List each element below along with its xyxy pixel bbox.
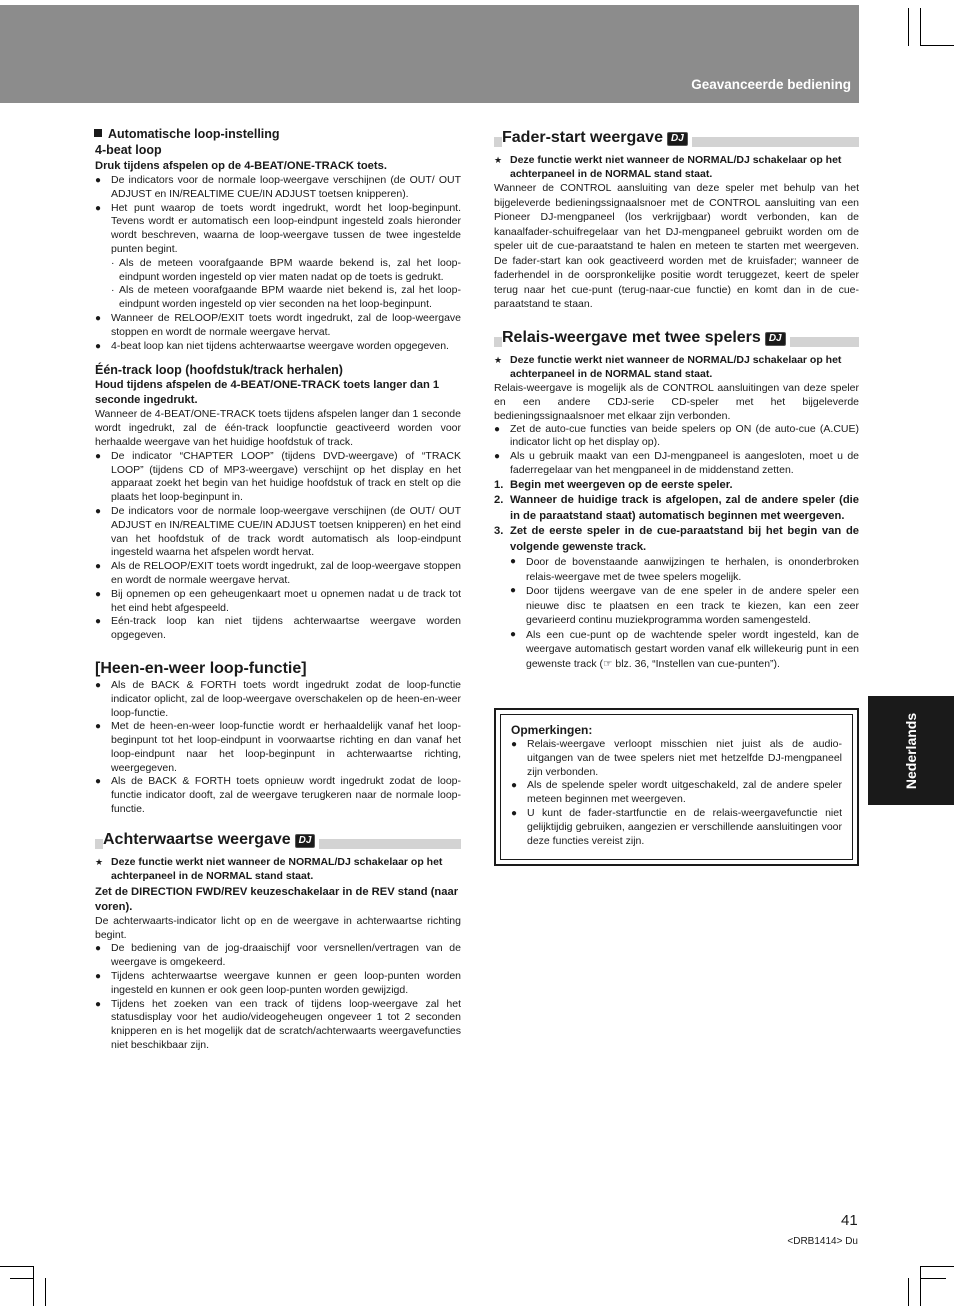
paragraph: Wanneer de CONTROL aansluiting van deze speler met behulp van het bijgeleverde bedieningssignaalsnoer met de CONTROL aansluiting van een Pioneer DJ-mengpaneel (los verkrijgbaar) wordt verbonden, kan de kanaalfader-schuifregelaar van het DJ-mengpaneel gebruikt worden om de speler uit de cue-paraatstand te halen en meteen te starten met weergeven. De fader-start kan ook geactiveerd worden met de kruisfader; wanneer de faderhendel in de oorspronkelijke positie wordt teruggezet, keert de speler terug naar het cue-punt (terug-naar-cue functie) en komt dan in de cue-paraatstand te staan. bbox=[494, 182, 859, 310]
right-column bbox=[494, 128, 859, 671]
list-item: ● 4-beat loop kan niet tijdens achterwaartse weergave worden opgegeven. bbox=[95, 340, 461, 354]
note: ★ Deze functie werkt niet wanneer de NORMAL/DJ schakelaar op het achterpaneel in de NORMAL stand staat. bbox=[95, 855, 461, 883]
list-item: ● Door de bovenstaande aanwijzingen te herhalen, is ononderbroken relais-weergave met de twee spelers mogelijk. bbox=[510, 555, 859, 584]
step-item: 3. Zet de eerste speler in de cue-paraatstand bij het begin van de volgende gewenste track. bbox=[494, 525, 859, 553]
bullet-list bbox=[511, 738, 842, 848]
crop-mark bbox=[920, 1266, 954, 1267]
bullet-list bbox=[494, 423, 859, 478]
list-item: ● Tijdens achterwaartse weergave kunnen er geen loop-punten worden ingesteld en kunnen er ook geen loop-punten worden gewijzigd. bbox=[95, 970, 461, 998]
crop-mark bbox=[920, 45, 954, 46]
crop-mark bbox=[920, 1278, 946, 1279]
crop-mark bbox=[920, 1266, 921, 1306]
list-item: ● U kunt de fader-startfunctie en de relais-weergavefunctie niet gelijktijdig gebruiken, aangezien er verschillende aansluitingen voor deze functies vereist zijn. bbox=[511, 807, 842, 848]
note: ★ Deze functie werkt niet wanneer de NORMAL/DJ schakelaar op het achterpaneel in de NORMAL stand staat. bbox=[494, 153, 859, 181]
section-header bbox=[494, 129, 859, 147]
note: ★ Deze functie werkt niet wanneer de NORMAL/DJ schakelaar op het achterpaneel in de NORMAL stand staat. bbox=[494, 353, 859, 381]
list-item: ● De bediening van de jog-draaischijf voor versnellen/vertragen van de weergave is omgekeerd. bbox=[95, 942, 461, 970]
list-item: ● Het punt waarop de toets wordt ingedrukt, wordt het loop-beginpunt. Tevens wordt er automatisch een loop-eindpunt ingesteld zoals hieronder wordt beschreven, waarna de loop-weergave tussen de twee ingestelde punten begint. bbox=[95, 202, 461, 257]
bullet-list bbox=[95, 942, 461, 1052]
list-item: · Als de meteen voorafgaande BPM waarde niet bekend is, zal het loop-eindpunt worden ingesteld op vier seconden na het loop-beginpunt. bbox=[95, 284, 461, 312]
list-item: ● Zet de auto-cue functies van beide spelers op ON (de auto-cue (A.CUE) indicator licht op het display op). bbox=[494, 423, 859, 451]
page-number: 41 bbox=[841, 1212, 858, 1229]
section-title: Fader-start weergave DJ bbox=[502, 129, 692, 147]
list-item: ● Als een cue-punt op de wachtende speler wordt ingesteld, kan de weergave automatisch gestart worden vanaf elk willekeurig punt in een gewenste track (☞ blz. 36, “Instellen van cue-punten”). bbox=[510, 628, 859, 672]
instruction: Druk tijdens afspelen op de 4-BEAT/ONE-TRACK toets. bbox=[95, 160, 387, 172]
left-column bbox=[95, 126, 461, 1053]
four-beat-loop-heading: 4-beat loop bbox=[95, 143, 162, 157]
back-forth-title: [Heen-en-weer loop-functie] bbox=[95, 659, 307, 677]
step-item: 1. Begin met weergeven op de eerste speler. bbox=[494, 478, 733, 491]
square-bullet-icon bbox=[94, 129, 102, 137]
bullet-list bbox=[494, 555, 859, 671]
instruction: Zet de DIRECTION FWD/REV keuzeschakelaar in de REV stand (naar voren). bbox=[95, 885, 459, 913]
crop-mark bbox=[33, 1266, 34, 1306]
step-item: 2. Wanneer de huidige track is afgelopen, zal de andere speler (die in de paraatstand staat) automatisch beginnen met weergeven. bbox=[494, 494, 859, 522]
list-item: ● Relais-weergave verloopt misschien niet juist als de audio-uitgangen van de twee spelers niet met hetzelfde DJ-mengpaneel zijn verbonden. bbox=[511, 738, 842, 779]
steps-list bbox=[494, 478, 859, 556]
section-header bbox=[494, 328, 859, 347]
auto-loop-title: Automatische loop-instelling bbox=[94, 126, 461, 142]
section-title: Geavanceerde bediening bbox=[691, 77, 851, 92]
list-item: · Als de meteen voorafgaande BPM waarde bekend is, zal het loop-eindpunt worden ingesteld op vier maten nadat op de toets is gedrukt. bbox=[95, 257, 461, 285]
bullet-list bbox=[95, 312, 461, 353]
language-tab-label: Nederlands bbox=[903, 712, 919, 789]
dj-badge-icon: DJ bbox=[295, 834, 316, 848]
list-item: ● Wanneer de RELOOP/EXIT toets wordt ingedrukt, zal de loop-weergave stoppen en wordt de normale weergave hervat. bbox=[95, 312, 461, 340]
list-item: ● Als de spelende speler wordt uitgeschakeld, zal de andere speler meteen beginnen met weergeven. bbox=[511, 779, 842, 807]
crop-mark bbox=[920, 8, 921, 46]
section-title: Achterwaartse weergave DJ bbox=[103, 831, 319, 849]
header-bar bbox=[0, 5, 859, 103]
list-item: ● Met de heen-en-weer loop-functie wordt er herhaaldelijk vanaf het loop-beginpunt tot het loop-eindpunt in voorwaartse richting en dan vanaf het loop-eindpunt naar het loop-beginpunt in achterwaartse richting, weergegeven. bbox=[95, 720, 461, 775]
crop-mark bbox=[908, 8, 909, 46]
list-item: ● De indicator “CHAPTER LOOP” (tijdens DVD-weergave) of “TRACK LOOP” (tijdens CD of MP3-weergave) verschijnt op het display en het apparaat zoekt het begin van het huidige hoofdstuk of track en stelt op die plaats het loop-beginpunt in. bbox=[95, 450, 461, 505]
crop-mark bbox=[10, 1278, 34, 1279]
language-tab bbox=[868, 696, 954, 805]
list-item: ● Tijdens het zoeken van een track of tijdens loop-weergave zal het statusdisplay voor het audio/videogeheugen ongeveer 1 tot 2 seconden knipperen en is het mogelijk dat de scratch/achterwaarts weergavefuncties niet beschikbaar zijn. bbox=[95, 998, 461, 1053]
list-item: ● De indicators voor de normale loop-weergave verschijnen (de OUT/ OUT ADJUST en IN/REALTIME CUE/IN ADJUST toetsen knipperen). bbox=[95, 174, 461, 202]
section-title: Relais-weergave met twee spelers DJ bbox=[502, 329, 790, 347]
bullet-list bbox=[95, 174, 461, 257]
list-item: ● De indicators voor de normale loop-weergave verschijnen (de OUT/ OUT ADJUST en IN/REALTIME CUE/IN ADJUST toetsen knipperen) en het eind van het hoofdstuk of de track wordt automatisch als loop-eindpunt ingesteld waarna het afspelen wordt hervat. bbox=[95, 505, 461, 560]
document-reference: <DRB1414> Du bbox=[787, 1236, 858, 1247]
dj-badge-icon: DJ bbox=[765, 332, 786, 346]
crop-mark bbox=[45, 1278, 46, 1306]
one-track-title: Één-track loop (hoofdstuk/track herhalen) bbox=[95, 363, 343, 378]
notes-title: Opmerkingen: bbox=[511, 723, 593, 737]
section-header bbox=[95, 830, 461, 849]
list-item: ● Als de RELOOP/EXIT toets wordt ingedrukt, zal de loop-weergave stoppen en wordt de normale weergave hervat. bbox=[95, 560, 461, 588]
list-item: ● Als de BACK & FORTH toets opnieuw wordt ingedrukt zodat de loop-functie indicator dooft, zal de weergave terugkeren naar de normale loop-functie. bbox=[95, 775, 461, 816]
list-item: ● Eén-track loop kan niet tijdens achterwaartse weergave worden opgegeven. bbox=[95, 615, 461, 643]
notes-box-inner bbox=[500, 714, 853, 860]
paragraph: De achterwaarts-indicator licht op en de weergave in achterwaartse richting begint. bbox=[95, 914, 461, 941]
instruction: Houd tijdens afspelen de 4-BEAT/ONE-TRACK toets langer dan 1 seconde ingedrukt. bbox=[95, 379, 440, 407]
notes-box bbox=[494, 708, 859, 866]
list-item: ● Als de BACK & FORTH toets wordt ingedrukt zodat de loop-functie indicator oplicht, zal de loop-weergave overschakelen op de heen-en-weer loop-functie. bbox=[95, 679, 461, 720]
dj-badge-icon: DJ bbox=[667, 132, 688, 146]
list-item: ● Als u gebruik maakt van een DJ-mengpaneel is aangesloten, moet u de faderregelaar van het mengpaneel in de middenstand zetten. bbox=[494, 450, 859, 478]
list-item: ● Bij opnemen op een geheugenkaart moet u opnemen nadat u de track tot het eind hebt afgespeeld. bbox=[95, 588, 461, 616]
paragraph: Relais-weergave is mogelijk als de CONTROL aansluitingen van deze speler en een andere CDJ-serie CD-speler met het bijgeleverde bedieningssignaalsnoer met elkaar zijn verbonden. bbox=[494, 381, 859, 422]
paragraph: Wanneer de 4-BEAT/ONE-TRACK toets tijdens afspelen langer dan 1 seconde wordt ingedrukt, zal de één-track loopfunctie geactiveerd worden voor herhaalde weergave van het huidige hoofdstuk of track. bbox=[95, 408, 461, 448]
bullet-list bbox=[95, 679, 461, 817]
crop-mark bbox=[0, 1266, 34, 1267]
list-item: ● Door tijdens weergave van de ene speler in de andere speler een nieuwe disc te plaatsen en een track te kiezen, kan een zeer gevarieerd continu muziekprogramma worden samengesteld. bbox=[510, 584, 859, 628]
bullet-list bbox=[95, 450, 461, 643]
crop-mark bbox=[908, 1278, 909, 1306]
